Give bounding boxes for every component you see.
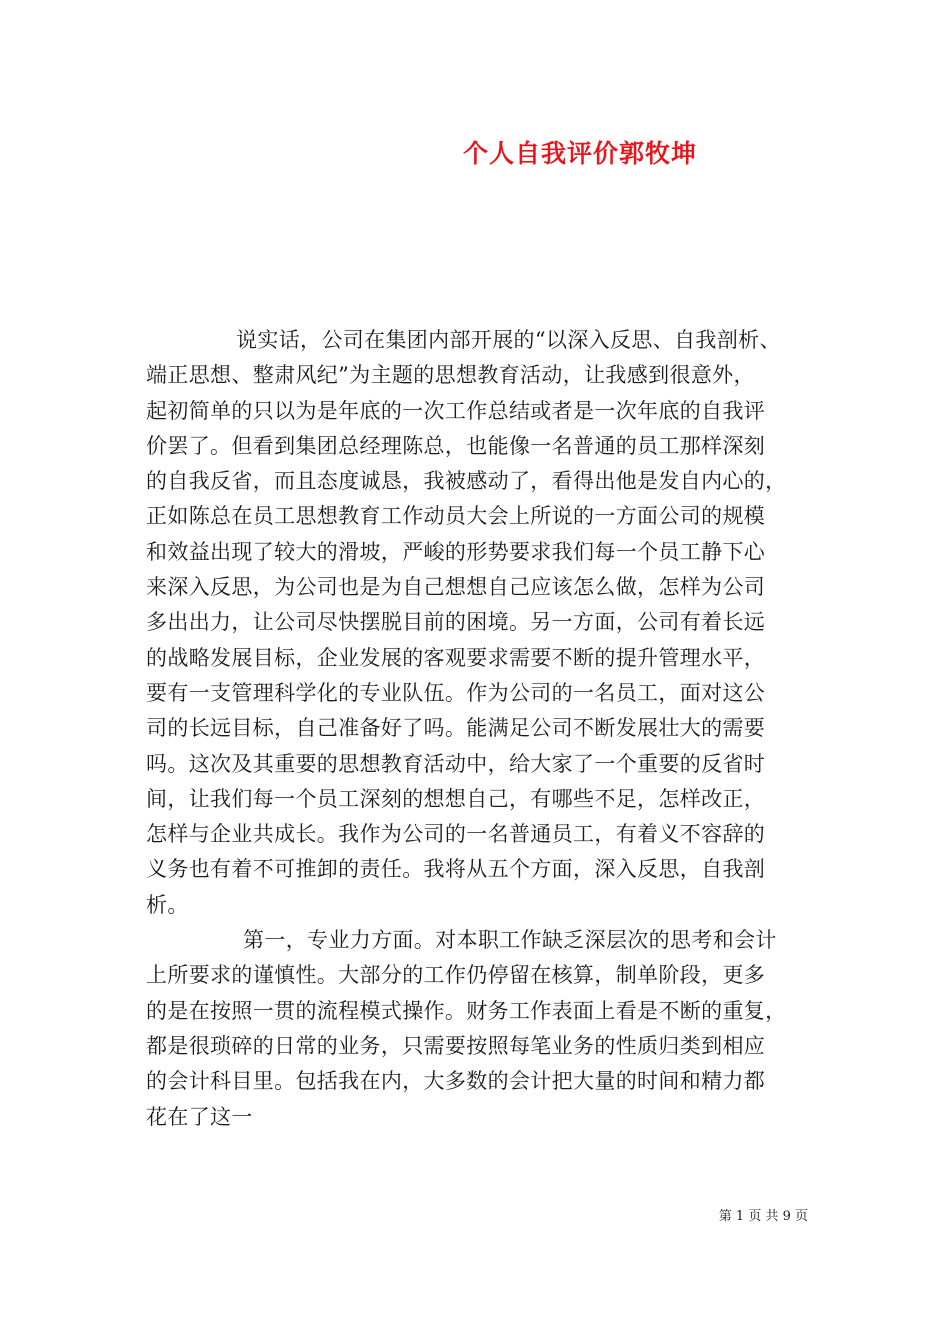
paragraph-1-line: 多出出力，让公司尽快摆脱目前的困境。另一方面，公司有着长远 bbox=[146, 610, 766, 635]
paragraph-1-line: 怎样与企业共成长。我作为公司的一名普通员工，有着义不容辞的 bbox=[146, 822, 766, 847]
paragraph-1-line: 说实话，公司在集团内部开展的“以深入反思、自我剖析、 bbox=[236, 328, 781, 352]
paragraph-1-line: 起初简单的只以为是年底的一次工作总结或者是一次年底的自我评 bbox=[146, 398, 766, 423]
paragraph-1-line: 间，让我们每一个员工深刻的想想自己，有哪些不足，怎样改正， bbox=[146, 786, 766, 811]
paragraph-1-line: 和效益出现了较大的滑坡，严峻的形势要求我们每一个员工静下心 bbox=[146, 539, 766, 564]
document-title: 个人自我评价郭牧坤 bbox=[462, 139, 697, 168]
document-body bbox=[146, 323, 814, 1135]
paragraph-1-line: 吗。这次及其重要的思想教育活动中，给大家了一个重要的反省时 bbox=[146, 751, 766, 776]
paragraph-1-line: 析。 bbox=[146, 892, 189, 917]
paragraph-2-line: 的会计科目里。包括我在内，大多数的会计把大量的时间和精力都 bbox=[146, 1069, 766, 1094]
paragraph-1-line: 价罢了。但看到集团总经理陈总，也能像一名普通的员工那样深刻 bbox=[146, 433, 766, 458]
paragraph-2-line: 第一，专业力方面。对本职工作缺乏深层次的思考和会计 bbox=[243, 928, 777, 953]
paragraph-2-line: 花在了这一 bbox=[146, 1104, 253, 1129]
paragraph-1-line: 义务也有着不可推卸的责任。我将从五个方面，深入反思，自我剖 bbox=[146, 857, 766, 882]
paragraph-1-line: 来深入反思，为公司也是为自己想想自己应该怎么做，怎样为公司 bbox=[146, 575, 766, 600]
paragraph-2-line: 的是在按照一贯的流程模式操作。财务工作表面上看是不断的重复， bbox=[146, 998, 787, 1023]
page-number-footer: 第 1 页 共 9 页 bbox=[718, 1209, 808, 1224]
paragraph-1-line: 端正思想、整肃风纪”为主题的思想教育活动，让我感到很意外， bbox=[146, 363, 755, 388]
paragraph-2-line: 都是很琐碎的日常的业务，只需要按照每笔业务的性质归类到相应 bbox=[146, 1033, 766, 1058]
paragraph-2-line: 上所要求的谨慎性。大部分的工作仍停留在核算，制单阶段，更多 bbox=[146, 963, 766, 988]
paragraph-1-line: 的战略发展目标，企业发展的客观要求需要不断的提升管理水平， bbox=[146, 645, 766, 670]
paragraph-1-line: 要有一支管理科学化的专业队伍。作为公司的一名员工，面对这公 bbox=[146, 680, 766, 705]
paragraph-1-line: 司的长远目标，自己准备好了吗。能满足公司不断发展壮大的需要 bbox=[146, 716, 766, 741]
paragraph-1-line: 正如陈总在员工思想教育工作动员大会上所说的一方面公司的规模 bbox=[146, 504, 766, 529]
paragraph-1-line: 的自我反省，而且态度诚恳，我被感动了，看得出他是发自内心的， bbox=[146, 469, 787, 494]
